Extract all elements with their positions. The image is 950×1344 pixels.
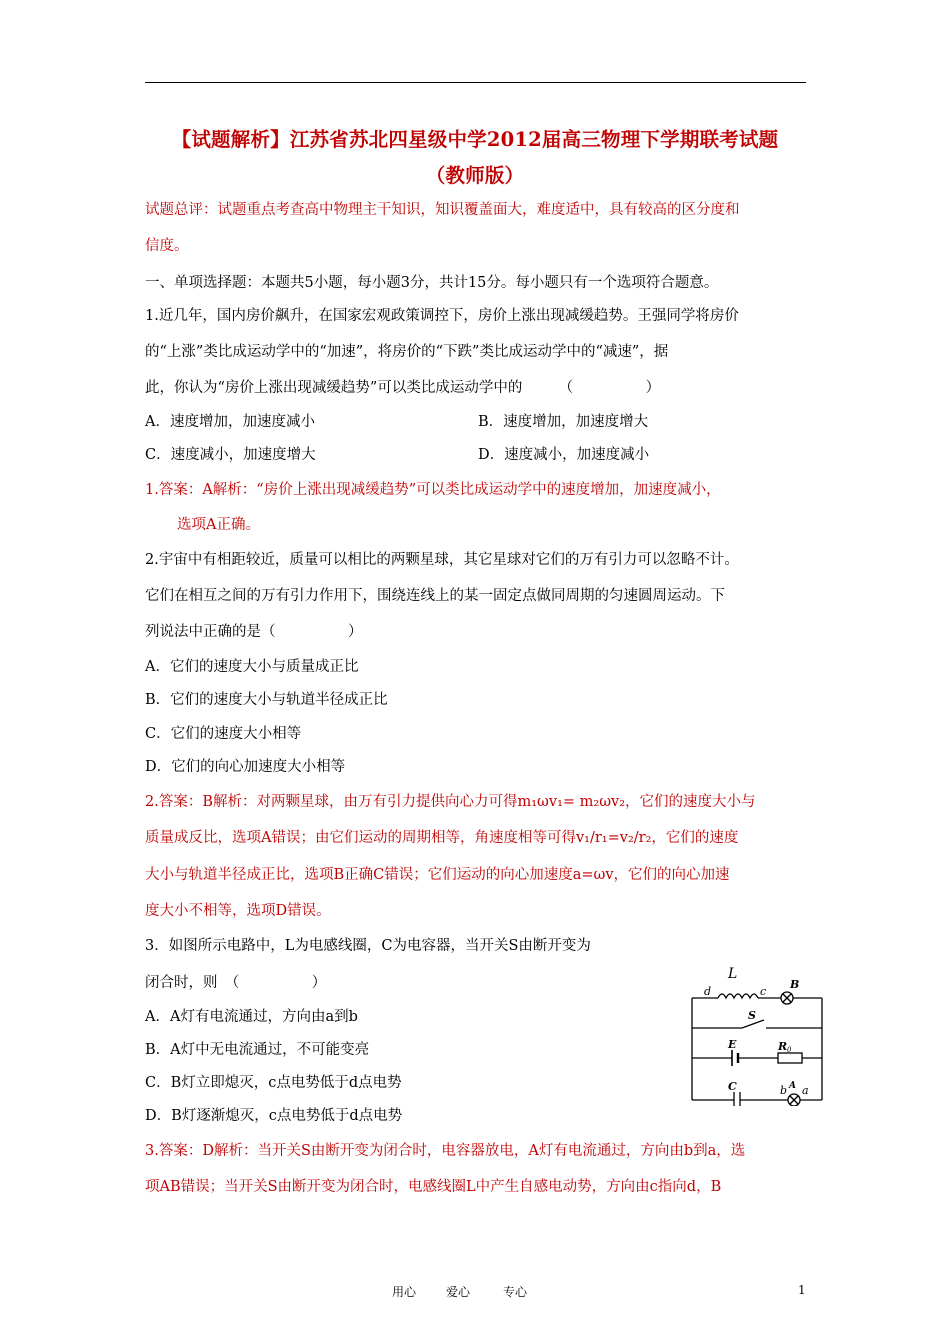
q1-stem-line: 此，你认为“房价上涨出现减缓趋势”可以类比成运动学中的 （ ） (145, 380, 661, 396)
q3-option: D．B灯逐渐熄灭，c点电势低于d点电势 (145, 1108, 403, 1124)
q3-stem-line: 闭合时，则 （ ） (145, 975, 327, 991)
section-header: 一、单项选择题：本题共5小题，每小题3分，共计15分。每小题只有一个选项符合题意。 (145, 275, 719, 291)
q3-answer-line: 项AB错误；当开关S由断开变为闭合时，电感线圈L中产生自感电动势，方向由c指向d，B (145, 1179, 722, 1195)
footer-motto-3: 专心 (503, 1285, 528, 1299)
q2-option: D．它们的向心加速度大小相等 (145, 759, 346, 775)
review-line: 信度。 (145, 238, 189, 254)
q3-option: B．A灯中无电流通过，不可能变亮 (145, 1042, 370, 1058)
page-number: 1 (798, 1283, 806, 1297)
label-E: E (728, 1038, 737, 1051)
q2-answer-line: 质量成反比，选项A错误；由它们运动的周期相等，角速度相等可得v₁/r₁=v₂/r₂，它们的速度 (145, 830, 739, 846)
label-S: S (748, 1009, 756, 1022)
q3-option: C．B灯立即熄灭，c点电势低于d点电势 (145, 1075, 402, 1091)
footer-motto-2: 爱心 (446, 1285, 471, 1299)
q2-stem-line: 2.宇宙中有相距较近，质量可以相比的两颗星球，其它星球对它们的万有引力可以忽略不计。 (145, 552, 739, 568)
label-B: B (790, 978, 800, 991)
label-R: R (778, 1040, 788, 1053)
q2-stem-line: 列说法中正确的是（ ） (145, 624, 363, 640)
label-d: d (704, 985, 712, 998)
document-subtitle: （教师版） (425, 164, 525, 187)
q1-stem-line: 1.近几年，国内房价飙升，在国家宏观政策调控下，房价上涨出现减缓趋势。王强同学将房价 (145, 308, 739, 324)
q1-answer-line: 选项A正确。 (177, 517, 260, 533)
q2-answer-line: 大小与轨道半径成正比，选项B正确C错误；它们运动的向心加速度a=ωv，它们的向心加速 (145, 867, 730, 883)
label-A: A (789, 1081, 796, 1091)
label-a: a (802, 1084, 809, 1097)
label-R-sub: 0 (787, 1046, 792, 1054)
review-line: 试题总评：试题重点考查高中物理主干知识，知识覆盖面大，难度适中，具有较高的区分度和 (145, 202, 740, 218)
q1-option-c: C．速度减小，加速度增大 (145, 447, 316, 463)
q2-option: B．它们的速度大小与轨道半径成正比 (145, 692, 388, 708)
label-C: C (728, 1080, 737, 1093)
q2-stem-line: 它们在相互之间的万有引力作用下，围绕连线上的某一固定点做同周期的匀速圆周运动。下 (145, 588, 725, 604)
header-rule (145, 82, 806, 83)
document-title: 【试题解析】江苏省苏北四星级中学2012届高三物理下学期联考试题 (171, 128, 779, 151)
circuit-diagram (680, 958, 835, 1106)
q3-option: A．A灯有电流通过，方向由a到b (145, 1009, 358, 1025)
q2-option: A．它们的速度大小与质量成正比 (145, 659, 359, 675)
footer-motto-1: 用心 (392, 1285, 417, 1299)
q1-option-b: B．速度增加，加速度增大 (478, 414, 649, 430)
q3-answer-line: 3.答案：D解析：当开关S由断开变为闭合时，电容器放电，A灯有电流通过，方向由b到a，选 (145, 1143, 746, 1159)
q1-answer-line: 1.答案：A解析：“房价上涨出现减缓趋势”可以类比成运动学中的速度增加，加速度减小， (145, 482, 721, 498)
q1-option-a: A．速度增加，加速度减小 (145, 414, 315, 430)
label-c: c (760, 985, 767, 998)
q1-stem-line: 的“上涨”类比成运动学中的“加速”，将房价的“下跌”类比成运动学中的“减速”，据 (145, 344, 669, 360)
q2-answer-line: 2.答案：B解析：对两颗星球，由万有引力提供向心力可得m₁ωv₁= m₂ωv₂，它们的速度大小与 (145, 794, 756, 810)
q1-option-d: D．速度减小，加速度减小 (478, 447, 650, 463)
label-L: L (728, 966, 738, 982)
q3-stem-line: 3．如图所示电路中，L为电感线圈，C为电容器，当开关S由断开变为 (145, 938, 591, 954)
q2-option: C．它们的速度大小相等 (145, 726, 302, 742)
label-b: b (780, 1084, 788, 1097)
q2-answer-line: 度大小不相等，选项D错误。 (145, 903, 331, 919)
